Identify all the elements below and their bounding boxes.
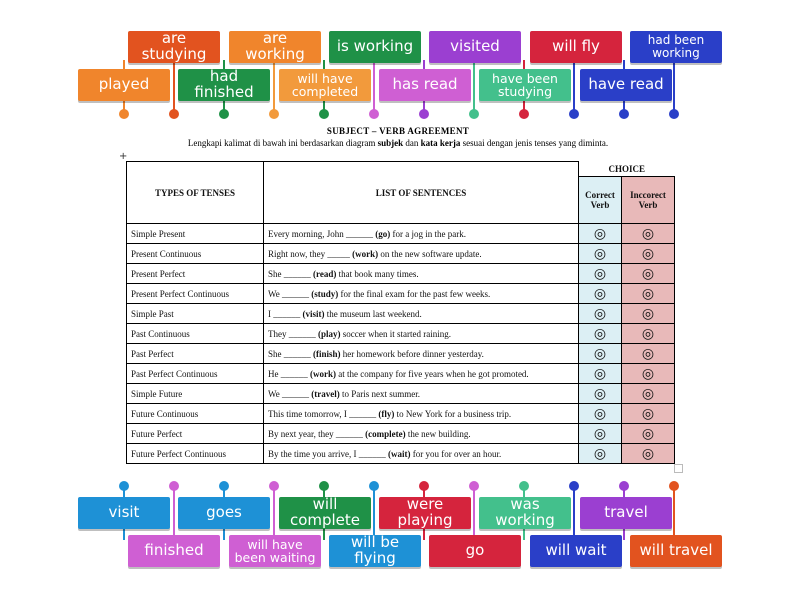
correct-drop-zone[interactable] bbox=[579, 344, 622, 364]
tile-will-be-flying[interactable]: will be flying bbox=[329, 535, 421, 567]
bottom-connector-dot bbox=[519, 481, 529, 491]
table-move-handle-icon[interactable]: + bbox=[119, 151, 128, 162]
top-connector-dot bbox=[369, 109, 379, 119]
bottom-connector-dot bbox=[569, 481, 579, 491]
table-row bbox=[127, 364, 675, 384]
radio-choice-icon[interactable]: ◎ bbox=[593, 225, 607, 242]
tile-has-read[interactable]: has read bbox=[379, 69, 471, 101]
header-types-of-tenses: TYPES OF TENSES bbox=[127, 162, 264, 224]
radio-choice-icon[interactable]: ◎ bbox=[641, 405, 655, 422]
table-resize-handle[interactable] bbox=[674, 464, 683, 473]
tile-is-working[interactable]: is working bbox=[329, 31, 421, 63]
sentence: We ______ (study) for the final exam for the past few weeks. bbox=[264, 284, 579, 304]
bottom-connector-dot bbox=[119, 481, 129, 491]
radio-choice-icon[interactable]: ◎ bbox=[641, 425, 655, 442]
tense-name: Present Perfect bbox=[127, 264, 264, 284]
bottom-connector-dot bbox=[419, 481, 429, 491]
bottom-connector-dot bbox=[319, 481, 329, 491]
radio-choice-icon[interactable]: ◎ bbox=[641, 365, 655, 382]
incorrect-drop-zone[interactable] bbox=[622, 304, 675, 324]
tile-had-been-working[interactable]: had been working bbox=[630, 31, 722, 63]
radio-choice-icon[interactable]: ◎ bbox=[593, 365, 607, 382]
tense-name: Simple Past bbox=[127, 304, 264, 324]
header-choice: CHOICE bbox=[579, 162, 675, 177]
tile-have-been-studying[interactable]: have been studying bbox=[479, 69, 571, 101]
sentence: Every morning, John ______ (go) for a jog in the park. bbox=[264, 224, 579, 244]
tile-were-playing[interactable]: were playing bbox=[379, 497, 471, 529]
table-row bbox=[127, 224, 675, 244]
tense-name: Present Continuous bbox=[127, 244, 264, 264]
table-row bbox=[127, 384, 675, 404]
bottom-connector-dot bbox=[269, 481, 279, 491]
tile-played[interactable]: played bbox=[78, 69, 170, 101]
tense-name: Simple Present bbox=[127, 224, 264, 244]
tile-was-working[interactable]: was working bbox=[479, 497, 571, 529]
bottom-connector-dot bbox=[219, 481, 229, 491]
incorrect-drop-zone[interactable] bbox=[622, 244, 675, 264]
tense-name: Present Perfect Continuous bbox=[127, 284, 264, 304]
tense-name: Past Continuous bbox=[127, 324, 264, 344]
table-row bbox=[127, 444, 675, 464]
top-connector-dot bbox=[569, 109, 579, 119]
radio-choice-icon[interactable]: ◎ bbox=[641, 305, 655, 322]
table-row bbox=[127, 324, 675, 344]
tile-will-travel[interactable]: will travel bbox=[630, 535, 722, 567]
bottom-connector-dot bbox=[369, 481, 379, 491]
sentence: He ______ (work) at the company for five years when he got promoted. bbox=[264, 364, 579, 384]
tile-have-read[interactable]: have read bbox=[580, 69, 672, 101]
tense-name: Future Perfect Continuous bbox=[127, 444, 264, 464]
radio-choice-icon[interactable]: ◎ bbox=[593, 245, 607, 262]
radio-choice-icon[interactable]: ◎ bbox=[593, 385, 607, 402]
top-connector-dot bbox=[469, 109, 479, 119]
header-correct-verb: Correct Verb bbox=[579, 176, 622, 223]
bottom-connector-dot bbox=[669, 481, 679, 491]
document-title: SUBJECT – VERB AGREEMENT bbox=[326, 126, 470, 136]
correct-drop-zone[interactable] bbox=[579, 244, 622, 264]
tense-name: Past Perfect bbox=[127, 344, 264, 364]
tenses-table bbox=[126, 161, 675, 464]
radio-choice-icon[interactable]: ◎ bbox=[593, 405, 607, 422]
top-connector-dot bbox=[619, 109, 629, 119]
correct-drop-zone[interactable] bbox=[579, 384, 622, 404]
incorrect-drop-zone[interactable] bbox=[622, 444, 675, 464]
correct-drop-zone[interactable] bbox=[579, 304, 622, 324]
radio-choice-icon[interactable]: ◎ bbox=[641, 265, 655, 282]
incorrect-drop-zone[interactable] bbox=[622, 384, 675, 404]
tile-will-wait[interactable]: will wait bbox=[530, 535, 622, 567]
sentence: By the time you arrive, I ______ (wait) for you for over an hour. bbox=[264, 444, 579, 464]
sentence: She ______ (finish) her homework before dinner yesterday. bbox=[264, 344, 579, 364]
table-row bbox=[127, 424, 675, 444]
correct-drop-zone[interactable] bbox=[579, 284, 622, 304]
tile-are-studying[interactable]: are studying bbox=[128, 31, 220, 63]
sentence: By next year, they ______ (complete) the new building. bbox=[264, 424, 579, 444]
correct-drop-zone[interactable] bbox=[579, 224, 622, 244]
sentence: Right now, they _____ (work) on the new software update. bbox=[264, 244, 579, 264]
incorrect-drop-zone[interactable] bbox=[622, 404, 675, 424]
tile-will-fly[interactable]: will fly bbox=[530, 31, 622, 63]
top-connector-dot bbox=[319, 109, 329, 119]
document-instruction: Lengkapi kalimat di bawah ini berdasarkan diagram subjek dan kata kerja sesuai dengan jenis tenses yang diminta. bbox=[187, 138, 609, 148]
tense-name: Future Perfect bbox=[127, 424, 264, 444]
incorrect-drop-zone[interactable] bbox=[622, 364, 675, 384]
radio-choice-icon[interactable]: ◎ bbox=[641, 325, 655, 342]
top-connector-dot bbox=[269, 109, 279, 119]
sentence: This time tomorrow, I ______ (fly) to New York for a business trip. bbox=[264, 404, 579, 424]
sentence: We ______ (travel) to Paris next summer. bbox=[264, 384, 579, 404]
radio-choice-icon[interactable]: ◎ bbox=[641, 285, 655, 302]
tile-finished[interactable]: finished bbox=[128, 535, 220, 567]
table-row bbox=[127, 264, 675, 284]
radio-choice-icon[interactable]: ◎ bbox=[641, 225, 655, 242]
correct-drop-zone[interactable] bbox=[579, 424, 622, 444]
radio-choice-icon[interactable]: ◎ bbox=[593, 425, 607, 442]
tile-travel[interactable]: travel bbox=[580, 497, 672, 529]
radio-choice-icon[interactable]: ◎ bbox=[641, 385, 655, 402]
tile-had-finished[interactable]: had finished bbox=[178, 69, 270, 101]
radio-choice-icon[interactable]: ◎ bbox=[593, 305, 607, 322]
radio-choice-icon[interactable]: ◎ bbox=[641, 445, 655, 462]
radio-choice-icon[interactable]: ◎ bbox=[593, 445, 607, 462]
top-connector-dot bbox=[669, 109, 679, 119]
tense-name: Simple Future bbox=[127, 384, 264, 404]
radio-choice-icon[interactable]: ◎ bbox=[641, 345, 655, 362]
table-row bbox=[127, 344, 675, 364]
radio-choice-icon[interactable]: ◎ bbox=[641, 245, 655, 262]
incorrect-drop-zone[interactable] bbox=[622, 344, 675, 364]
correct-drop-zone[interactable] bbox=[579, 404, 622, 424]
bottom-connector-dot bbox=[619, 481, 629, 491]
sentence: They ______ (play) soccer when it started raining. bbox=[264, 324, 579, 344]
header-incorrect-verb: Inccorect Verb bbox=[622, 176, 675, 223]
tile-will-have-been-waiting[interactable]: will have been waiting bbox=[229, 535, 321, 567]
incorrect-drop-zone[interactable] bbox=[622, 424, 675, 444]
radio-choice-icon[interactable]: ◎ bbox=[593, 285, 607, 302]
correct-drop-zone[interactable] bbox=[579, 444, 622, 464]
tile-visited[interactable]: visited bbox=[429, 31, 521, 63]
tile-go[interactable]: go bbox=[429, 535, 521, 567]
tense-name: Past Perfect Continuous bbox=[127, 364, 264, 384]
radio-choice-icon[interactable]: ◎ bbox=[593, 265, 607, 282]
correct-drop-zone[interactable] bbox=[579, 364, 622, 384]
top-connector-dot bbox=[419, 109, 429, 119]
incorrect-drop-zone[interactable] bbox=[622, 284, 675, 304]
tile-goes[interactable]: goes bbox=[178, 497, 270, 529]
table-row bbox=[127, 284, 675, 304]
tile-visit[interactable]: visit bbox=[78, 497, 170, 529]
table-row bbox=[127, 304, 675, 324]
tile-will-complete[interactable]: will complete bbox=[279, 497, 371, 529]
table-row bbox=[127, 244, 675, 264]
radio-choice-icon[interactable]: ◎ bbox=[593, 325, 607, 342]
table-row bbox=[127, 404, 675, 424]
sentence: She ______ (read) that book many times. bbox=[264, 264, 579, 284]
bottom-connector-dot bbox=[469, 481, 479, 491]
top-connector-dot bbox=[519, 109, 529, 119]
header-list-of-sentences: LIST OF SENTENCES bbox=[264, 162, 579, 224]
bottom-connector-dot bbox=[169, 481, 179, 491]
sentence: I ______ (visit) the museum last weekend. bbox=[264, 304, 579, 324]
radio-choice-icon[interactable]: ◎ bbox=[593, 345, 607, 362]
top-connector-dot bbox=[219, 109, 229, 119]
tense-name: Future Continuous bbox=[127, 404, 264, 424]
top-connector-dot bbox=[119, 109, 129, 119]
top-connector-dot bbox=[169, 109, 179, 119]
incorrect-drop-zone[interactable] bbox=[622, 264, 675, 284]
tile-will-have-completed[interactable]: will have completed bbox=[279, 69, 371, 101]
correct-drop-zone[interactable] bbox=[579, 324, 622, 344]
incorrect-drop-zone[interactable] bbox=[622, 324, 675, 344]
tile-are-working[interactable]: are working bbox=[229, 31, 321, 63]
correct-drop-zone[interactable] bbox=[579, 264, 622, 284]
incorrect-drop-zone[interactable] bbox=[622, 224, 675, 244]
